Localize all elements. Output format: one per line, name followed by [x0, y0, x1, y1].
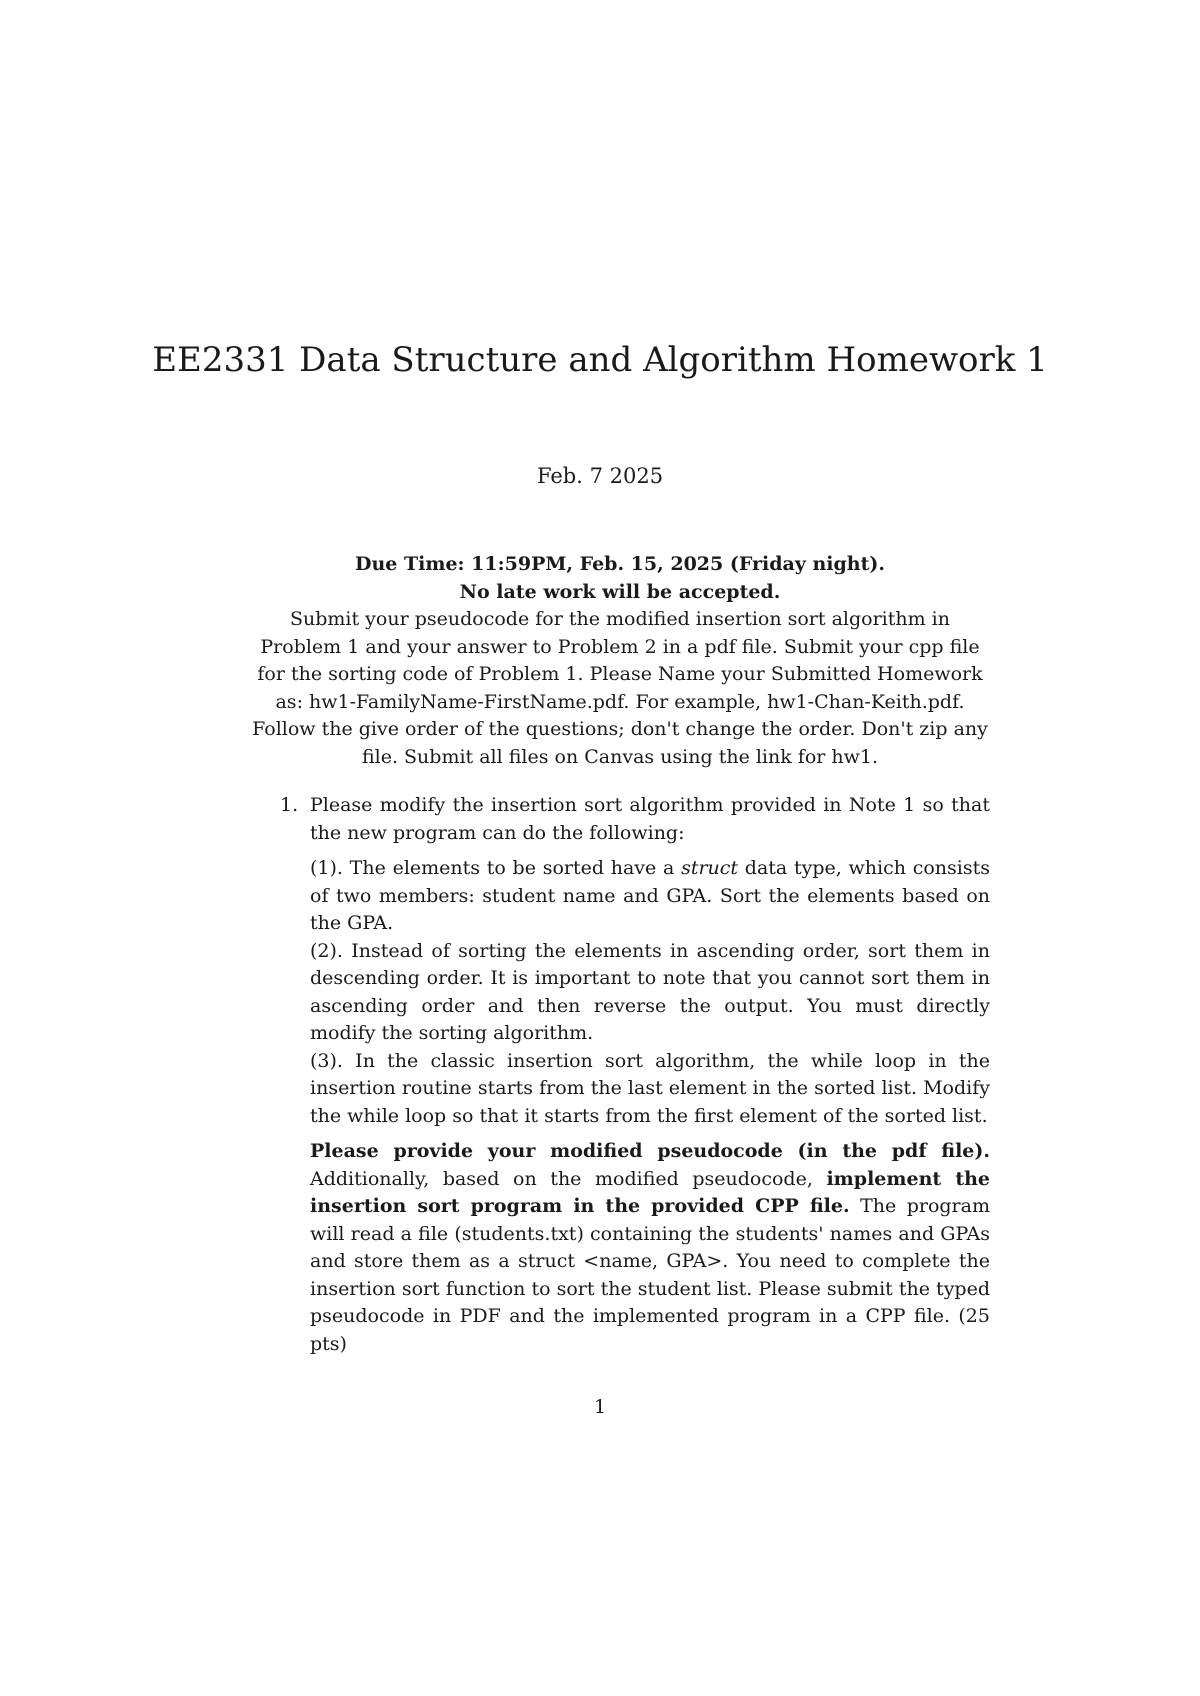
instructions-text-2: The program will read a file (students.txt) containing the students' names and GPAs and store them as a struct <name, GPA>. You need to complete the insertion sort function to sort the student list. Please submit the typed pseudocode in PDF and the implemented program in a CPP file. (25 pts) — [310, 1195, 990, 1355]
page-number: 1 — [593, 1396, 607, 1418]
page-title: EE2331 Data Structure and Algorithm Homework 1 — [152, 340, 1048, 380]
instructions-bold-1: Please provide your modified pseudocode (in the pdf file). — [310, 1140, 990, 1162]
instructions-text-1: Additionally, based on the modified pseudocode, — [310, 1167, 827, 1190]
submission-instructions: Submit your pseudocode for the modified insertion sort algorithm in Problem 1 and your answer to Problem 2 in a pdf file. Submit your cpp file for the sorting code of Problem 1. Please Name your Submitted Homework as: hw1-FamilyName-FirstName.pdf. For example, hw1-Chan-Keith.pdf. Follow the give order of the questions; don't change the order. Don't zip any file. Submit all files on Canvas using the link for hw1. — [252, 608, 988, 768]
problem-1 — [250, 792, 990, 1358]
subpart-1-emphasis: struct — [681, 857, 739, 879]
problem-list — [250, 792, 990, 1358]
subpart-1-text-b: data type, which consists of two members: student name and GPA. Sort the elements based on the GPA. — [310, 857, 990, 934]
problem-subparts — [310, 855, 990, 1130]
instructions-bold-2: implement the insertion sort program in the provided CPP file. — [310, 1167, 990, 1217]
late-policy: No late work will be accepted. — [459, 580, 781, 603]
problem-instructions — [310, 1138, 990, 1358]
problem-intro: Please modify the insertion sort algorithm provided in Note 1 so that the new program can do the following: — [310, 794, 990, 844]
due-time: Due Time: 11:59PM, Feb. 15, 2025 (Friday night). — [355, 553, 885, 575]
subpart-1-text-a: (1). The elements to be sorted have a — [310, 857, 682, 879]
subpart-2: (2). Instead of sorting the elements in ascending order, sort them in descending order. It is important to note that you cannot sort them in ascending order and then reverse the output. You must directly modify the sorting algorithm. — [310, 939, 990, 1044]
subpart-1 — [310, 855, 990, 938]
document-date: Feb. 7 2025 — [536, 464, 664, 488]
problem-number: 1. — [280, 794, 299, 816]
submission-notice — [250, 551, 990, 771]
subpart-3: (3). In the classic insertion sort algorithm, the while loop in the insertion routine starts from the last element in the sorted list. Modify the while loop so that it starts from the first element of the sorted list. — [310, 1049, 990, 1127]
